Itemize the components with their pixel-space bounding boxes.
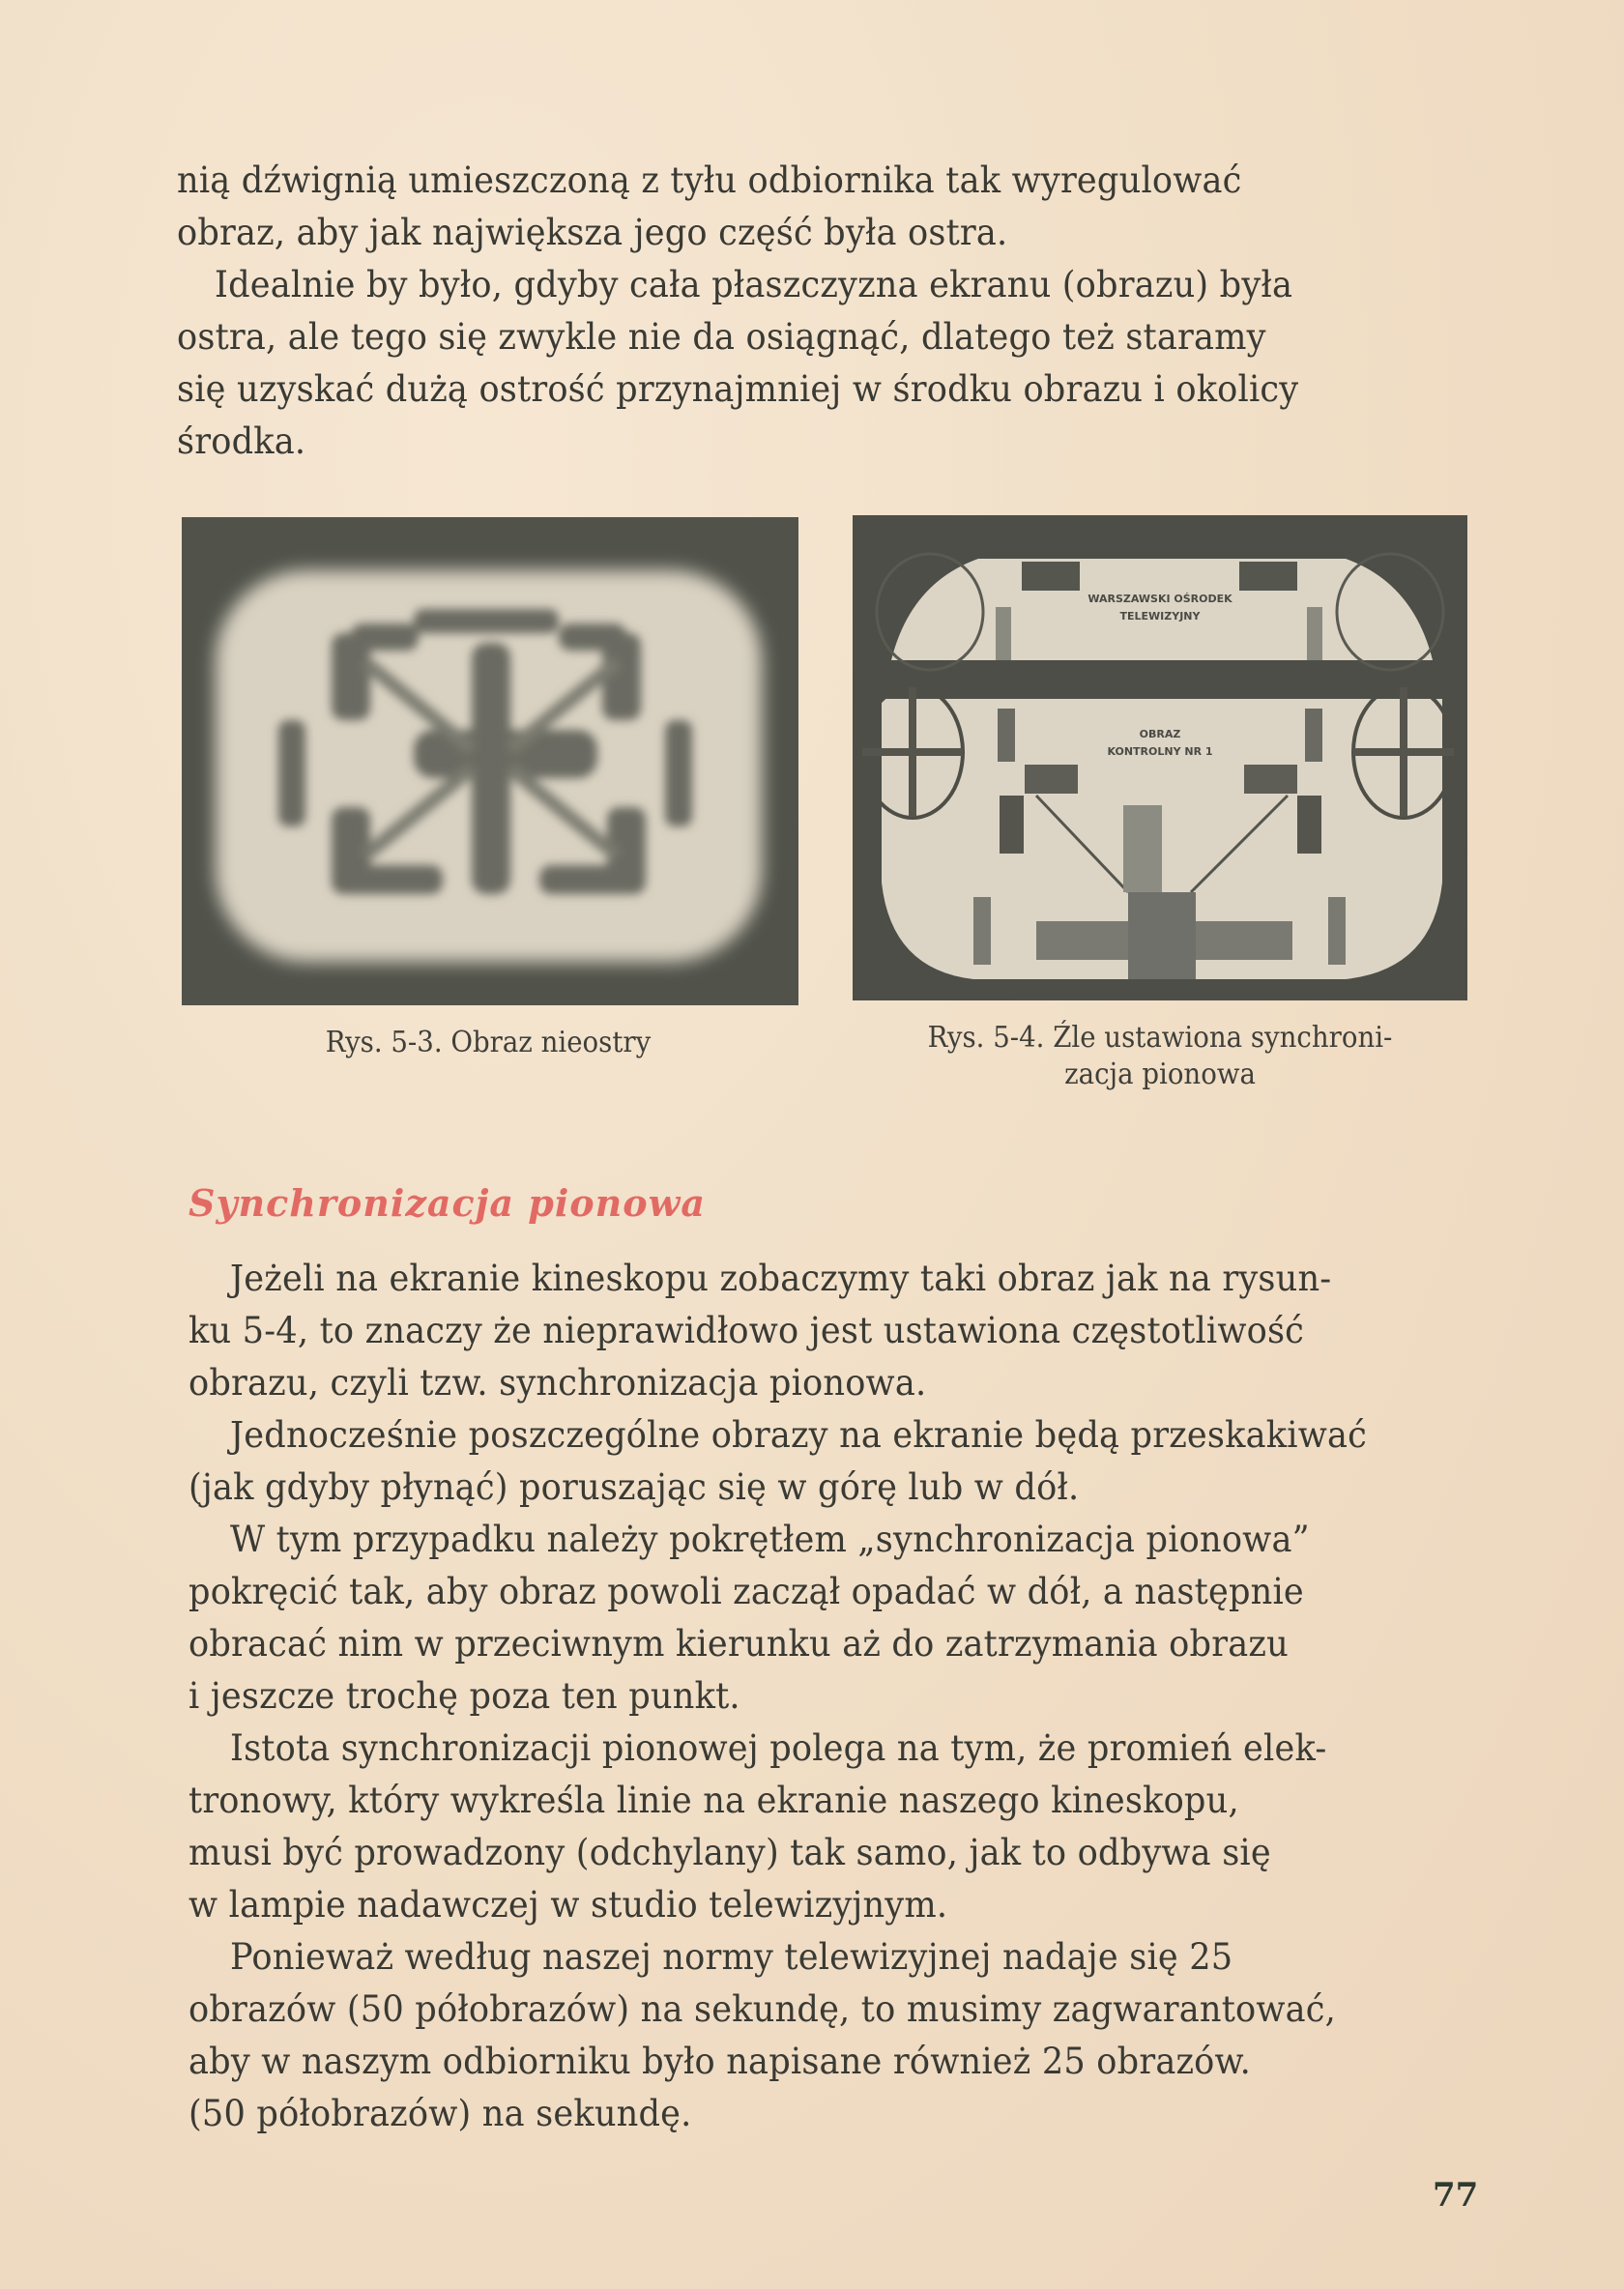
text-line: Ponieważ według naszej normy telewizyjnej nadaje się 25 bbox=[230, 1936, 1233, 1978]
text-line: ostra, ale tego się zwykle nie da osiągnąć, dlatego też staramy bbox=[177, 316, 1266, 358]
blurred-test-card-picture bbox=[182, 517, 798, 1005]
text-line: Jeżeli na ekranie kineskopu zobaczymy taki obraz jak na rysun- bbox=[230, 1258, 1332, 1299]
figure-5-4-caption bbox=[876, 1020, 1445, 1093]
section-heading: Synchronizacja pionowa bbox=[188, 1181, 706, 1225]
text-line: pokręcić tak, aby obraz powoli zaczął opadać w dół, a następnie bbox=[188, 1571, 1304, 1612]
text-line: się uzyskać dużą ostrość przynajmniej w środku obrazu i okolicy bbox=[177, 368, 1299, 410]
picture-text: KONTROLNY NR 1 bbox=[1107, 745, 1213, 758]
text-line: środka. bbox=[177, 420, 306, 462]
caption-line: zacja pionowa bbox=[1064, 1058, 1256, 1091]
text-line: i jeszcze trochę poza ten punkt. bbox=[188, 1675, 740, 1717]
text-line: Idealnie by było, gdyby cała płaszczyzna ekranu (obrazu) była bbox=[215, 264, 1293, 305]
text-line: Istota synchronizacji pionowej polega na tym, że promień elek- bbox=[230, 1727, 1327, 1769]
text-line: (50 półobrazów) na sekundę. bbox=[188, 2093, 692, 2134]
text-line: obraz, aby jak największa jego część była ostra. bbox=[177, 212, 1008, 253]
figure-5-4-image bbox=[853, 515, 1467, 1000]
text-line: tronowy, który wykreśla linie na ekranie naszego kineskopu, bbox=[188, 1780, 1239, 1821]
figure-5-3-image bbox=[182, 517, 798, 1005]
figure-5-3-caption bbox=[293, 1025, 684, 1061]
caption-line: Rys. 5-3. Obraz nieostry bbox=[325, 1026, 652, 1059]
text-line: aby w naszym odbiorniku było napisane również 25 obrazów. bbox=[188, 2041, 1252, 2082]
text-line: obracać nim w przeciwnym kierunku aż do zatrzymania obrazu bbox=[188, 1623, 1289, 1665]
text-line: w lampie nadawczej w studio telewizyjnym. bbox=[188, 1884, 948, 1926]
text-line: nią dźwignią umieszczoną z tyłu odbiornika tak wyregulować bbox=[177, 159, 1242, 201]
caption-line: Rys. 5-4. Źle ustawiona synchroni- bbox=[927, 1021, 1393, 1055]
picture-text: WARSZAWSKI OŚRODEK bbox=[1088, 593, 1232, 605]
picture-text: OBRAZ bbox=[1139, 728, 1181, 740]
page-number: 77 bbox=[1433, 2176, 1479, 2215]
text-line: Jednocześnie poszczególne obrazy na ekranie będą przeskakiwać bbox=[230, 1414, 1368, 1456]
text-line: W tym przypadku należy pokrętłem „synchronizacja pionowa” bbox=[230, 1519, 1310, 1560]
text-line: ku 5-4, to znaczy że nieprawidłowo jest ustawiona częstotliwość bbox=[188, 1310, 1305, 1351]
text-line: obrazu, czyli tzw. synchronizacja pionowa. bbox=[188, 1362, 927, 1404]
unsynced-test-card-picture bbox=[853, 515, 1467, 1000]
picture-text: TELEWIZYJNY bbox=[1119, 610, 1201, 623]
text-line: (jak gdyby płynąć) poruszając się w górę lub w dół. bbox=[188, 1466, 1080, 1508]
text-line: musi być prowadzony (odchylany) tak samo, jak to odbywa się bbox=[188, 1832, 1271, 1873]
text-line: obrazów (50 półobrazów) na sekundę, to musimy zagwarantować, bbox=[188, 1988, 1337, 2030]
